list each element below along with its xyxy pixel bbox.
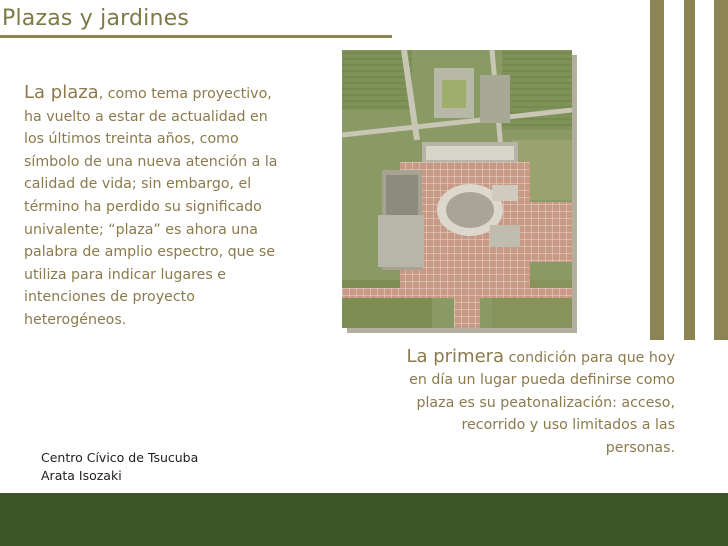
decorative-stripe-3 bbox=[714, 0, 728, 340]
photo-caption bbox=[41, 449, 198, 485]
title-underline bbox=[0, 35, 392, 38]
primera-paragraph bbox=[402, 346, 675, 459]
caption-building: Centro Cívico de Tsucuba bbox=[41, 450, 199, 465]
slide-title: Plazas y jardines bbox=[2, 6, 190, 31]
plaza-body-text: , como tema proyectivo, ha vuelto a estar de actualidad en los últimos treinta años, como símbolo de una nueva atención a la calidad de vida; sin embargo, el término ha perdido su significado univalente; “plaza” es ahora una palabra de amplio espectro, que se utiliza para indicar lugares e intenciones de proyecto heterogéneos. bbox=[24, 86, 278, 328]
primera-body-text: condición para que hoy en día un lugar pueda definirse como plaza es su peatonalización: acceso, recorrido y uso limitados a las personas. bbox=[409, 350, 675, 456]
footer-bar bbox=[0, 493, 728, 546]
decorative-stripe-2 bbox=[684, 0, 695, 340]
plaza-lead-text: La plaza bbox=[24, 82, 99, 103]
plaza-paragraph bbox=[24, 82, 286, 332]
decorative-stripe-1 bbox=[650, 0, 664, 340]
primera-lead-text: La primera bbox=[406, 346, 505, 367]
aerial-photo-tsukuba-center bbox=[342, 50, 572, 328]
aerial-photo-illustration bbox=[342, 50, 572, 328]
caption-architect: Arata Isozaki bbox=[41, 468, 122, 483]
